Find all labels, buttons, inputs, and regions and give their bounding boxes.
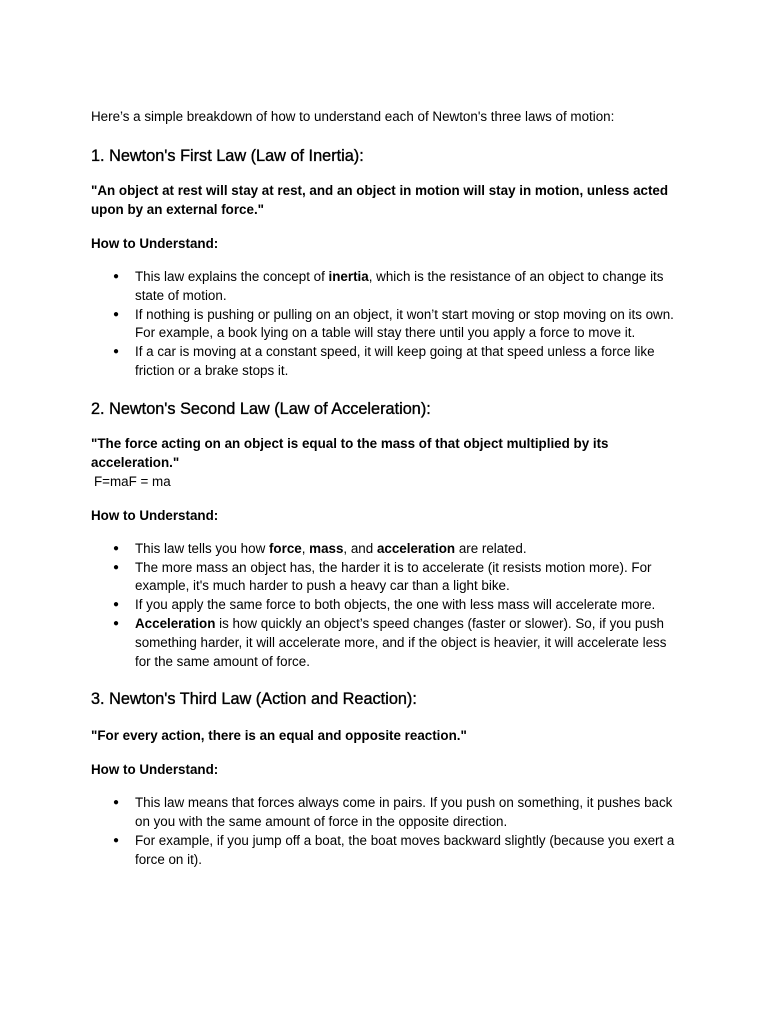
law-1-quote: "An object at rest will stay at rest, and an object in motion will stay in motion, unless acted upon by an external force." bbox=[91, 183, 669, 217]
law-2-section bbox=[91, 399, 681, 672]
law-1-points bbox=[91, 268, 681, 381]
law-3-points bbox=[91, 794, 681, 869]
intro-text: Here’s a simple breakdown of how to understand each of Newton's three laws of motion: bbox=[91, 109, 615, 124]
bullet-icon: ● bbox=[113, 542, 120, 554]
point-text: The more mass an object has, the harder it is to accelerate (it resists motion more). For example, it's much harder to push a heavy car than a light bike. bbox=[135, 559, 652, 594]
law-2-how-label: How to Understand: bbox=[91, 507, 219, 523]
law-2-quote: "The force acting on an object is equal to the mass of that object multiplied by its acceleration." bbox=[91, 435, 609, 470]
bullet-icon: ● bbox=[113, 271, 120, 282]
point-bold-term: force bbox=[268, 540, 302, 556]
document-page bbox=[91, 108, 681, 870]
law-3-how-label: How to Understand: bbox=[91, 762, 219, 778]
bullet-icon: ● bbox=[113, 346, 120, 358]
law-1-how-label: How to Understand: bbox=[91, 236, 219, 251]
bullet-icon: ● bbox=[113, 834, 120, 846]
point-text: This law tells you how bbox=[135, 540, 269, 556]
bullet-icon: ● bbox=[113, 599, 120, 611]
list-item bbox=[91, 794, 681, 832]
point-text: are related. bbox=[455, 540, 527, 556]
point-bold-term: mass bbox=[309, 540, 344, 556]
law-1-heading: 1. Newton's First Law (Law of Inertia): bbox=[91, 147, 364, 165]
point-text: If nothing is pushing or pulling on an object, it won’t start moving or stop moving on its own. For example, a book lying on a table will stay there until you apply a force to move it. bbox=[135, 306, 674, 341]
point-text: , which is the resistance of an object to change its state of motion. bbox=[135, 269, 664, 303]
point-text: , and bbox=[343, 540, 377, 556]
point-bold-term: acceleration bbox=[376, 540, 456, 556]
bullet-icon: ● bbox=[113, 797, 120, 809]
bullet-icon: ● bbox=[113, 617, 120, 629]
point-text: For example, if you jump off a boat, the boat moves backward slightly (because you exert a force on it). bbox=[135, 832, 675, 867]
list-item bbox=[91, 306, 681, 344]
list-item bbox=[91, 832, 681, 870]
list-item bbox=[91, 540, 681, 559]
point-text: If you apply the same force to both objects, the one with less mass will accelerate more. bbox=[135, 597, 656, 613]
list-item bbox=[91, 615, 681, 671]
bullet-icon: ● bbox=[113, 308, 120, 320]
list-item bbox=[91, 559, 681, 597]
bullet-icon: ● bbox=[113, 561, 120, 573]
point-text: This law explains the concept of bbox=[135, 269, 329, 284]
law-3-quote: "For every action, there is an equal and opposite reaction." bbox=[91, 728, 467, 744]
law-3-heading: 3. Newton's Third Law (Action and Reaction): bbox=[91, 690, 417, 709]
law-2-points bbox=[91, 540, 681, 672]
point-text: is how quickly an object’s speed changes (faster or slower). So, if you push something harder, it will accelerate more, and if the object is heavier, it will accelerate less for the same amount of force. bbox=[135, 615, 667, 669]
law-2-heading: 2. Newton's Second Law (Law of Acceleration): bbox=[91, 399, 431, 418]
law-2-formula: F=maF = ma bbox=[94, 473, 171, 489]
point-text: This law means that forces always come in pairs. If you push on something, it pushes back on you with the same amount of force in the opposite direction. bbox=[135, 795, 673, 830]
point-text: If a car is moving at a constant speed, it will keep going at that speed unless a force like friction or a brake stops it. bbox=[135, 344, 655, 378]
list-item bbox=[91, 268, 681, 306]
point-text: , bbox=[301, 540, 310, 556]
law-1-section bbox=[91, 146, 681, 381]
point-bold-term: inertia bbox=[328, 269, 369, 284]
law-3-section bbox=[91, 689, 681, 869]
list-item bbox=[91, 596, 681, 615]
list-item bbox=[91, 343, 681, 381]
point-bold-term: Acceleration bbox=[135, 615, 216, 631]
